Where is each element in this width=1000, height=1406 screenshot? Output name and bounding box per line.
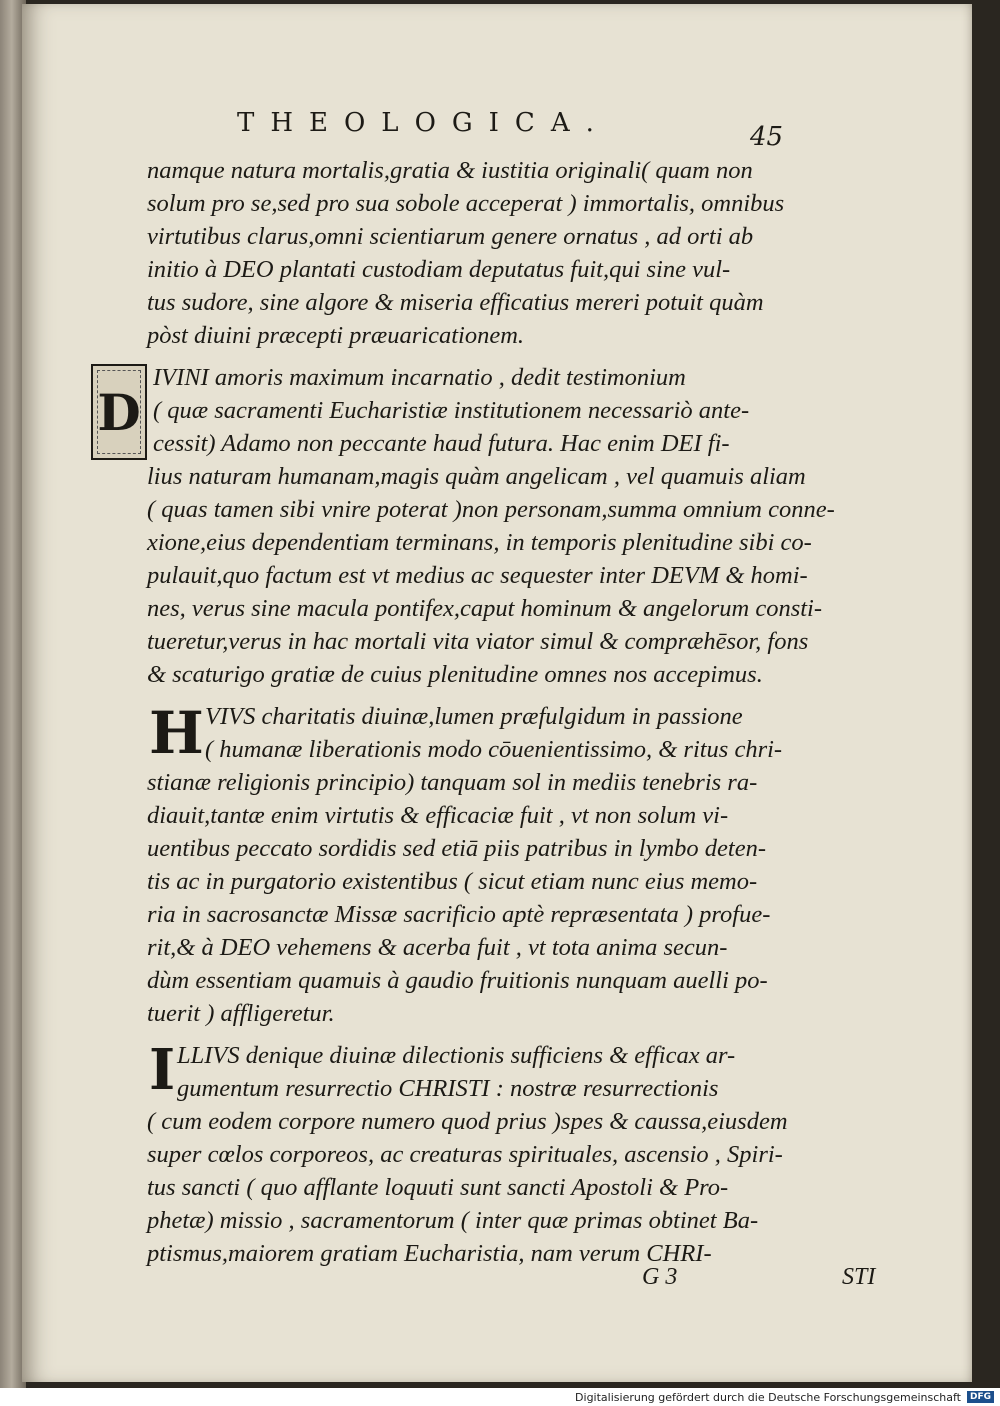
text-line: tueretur,verus in hac mortali vita viator simul & compræhēsor, fons xyxy=(147,628,809,655)
initial-letter: H xyxy=(149,699,204,767)
text-line: uentibus peccato sordidis sed etiā piis patribus in lymbo deten- xyxy=(147,835,767,862)
text-line: lius naturam humanam,magis quàm angelicam , vel quamuis aliam xyxy=(147,463,806,490)
text-line: solum pro se,sed pro sua sobole acceperat ) immortalis, omnibus xyxy=(147,190,785,217)
initial-ornament xyxy=(97,370,141,454)
paragraph-1 xyxy=(147,154,787,352)
initial-letter: D xyxy=(97,382,141,442)
text-line: phetæ) missio , sacramentorum ( inter quæ primas obtinet Ba- xyxy=(147,1207,759,1234)
text-line: VIVS charitatis diuinæ,lumen præfulgidum in passione xyxy=(205,703,743,730)
text-line: virtutibus clarus,omni scientiarum genere ornatus , ad orti ab xyxy=(147,223,754,250)
paragraph-3 xyxy=(147,700,787,1030)
paragraph-4 xyxy=(147,1039,787,1270)
text-line: LLIVS denique diuinæ dilectionis sufficiens & efficax ar- xyxy=(177,1042,736,1069)
text-line: gumentum resurrectio CHRISTI : nostræ resurrectionis xyxy=(177,1075,719,1102)
text-line: cessit) Adamo non peccante haud futura. Hac enim DEI fi- xyxy=(153,430,730,457)
text-line: xione,eius dependentiam terminans, in temporis plenitudine sibi co- xyxy=(147,529,812,556)
body-text xyxy=(97,154,835,1270)
paragraph-2 xyxy=(97,361,835,691)
text-line: tus sancti ( quo afflante loquuti sunt sancti Apostoli & Pro- xyxy=(147,1174,729,1201)
text-line: & scaturigo gratiæ de cuius plenitudine omnes nos accepimus. xyxy=(147,661,763,688)
text-line: tis ac in purgatorio existentibus ( sicut etiam nunc eius memo- xyxy=(147,868,758,895)
text-line: ( quas tamen sibi vnire poterat )non personam,summa omnium conne- xyxy=(147,496,835,523)
text-line: ptismus,maiorem gratiam Eucharistia, nam verum CHRI- xyxy=(147,1240,712,1267)
credit-text: Digitalisierung gefördert durch die Deutsche Forschungsgemeinschaft xyxy=(575,1390,961,1404)
text-line: ( humanæ liberationis modo cōuenientissimo, & ritus chri- xyxy=(205,736,783,763)
text-line: rit,& à DEO vehemens & acerba fuit , vt tota anima secun- xyxy=(147,934,728,961)
catchword: STI xyxy=(842,1264,876,1290)
text-line: namque natura mortalis,gratia & iustitia originali( quam non xyxy=(147,157,753,184)
text-line: dùm essentiam quamuis à gaudio fruitionis nunquam auelli po- xyxy=(147,967,768,994)
text-line: ( quæ sacramenti Eucharistiæ institutionem necessariò ante- xyxy=(153,397,750,424)
decorated-initial xyxy=(91,364,147,460)
text-line: pulauit,quo factum est vt medius ac sequester inter DEVM & homi- xyxy=(147,562,808,589)
digitization-credit xyxy=(0,1388,1000,1406)
text-line: tus sudore, sine algore & miseria efficatius mereri potuit quàm xyxy=(147,289,764,316)
text-line: IVINI amoris maximum incarnatio , dedit testimonium xyxy=(153,364,686,391)
page-number: 45 xyxy=(750,122,784,152)
text-line: ( cum eodem corpore numero quod prius )spes & caussa,eiusdem xyxy=(147,1108,788,1135)
text-line: super cœlos corporeos, ac creaturas spirituales, ascensio , Spiri- xyxy=(147,1141,783,1168)
book-page xyxy=(22,4,972,1382)
text-line: ria in sacrosanctæ Missæ sacrificio aptè repræsentata ) profue- xyxy=(147,901,771,928)
dfg-logo: DFG xyxy=(967,1391,994,1403)
signature-mark: G 3 xyxy=(642,1264,678,1290)
initial-letter: I xyxy=(149,1037,176,1103)
text-line: tuerit ) affligeretur. xyxy=(147,1000,335,1027)
text-line: nes, verus sine macula pontifex,caput hominum & angelorum consti- xyxy=(147,595,823,622)
text-line: diauit,tantæ enim virtutis & efficaciæ fuit , vt non solum vi- xyxy=(147,802,729,829)
text-line: stianæ religionis principio) tanquam sol in mediis tenebris ra- xyxy=(147,769,758,796)
text-line: pòst diuini præcepti præuaricationem. xyxy=(147,322,525,349)
running-head: THEOLOGICA. xyxy=(237,108,610,138)
text-line: initio à DEO plantati custodiam deputatus fuit,qui sine vul- xyxy=(147,256,731,283)
